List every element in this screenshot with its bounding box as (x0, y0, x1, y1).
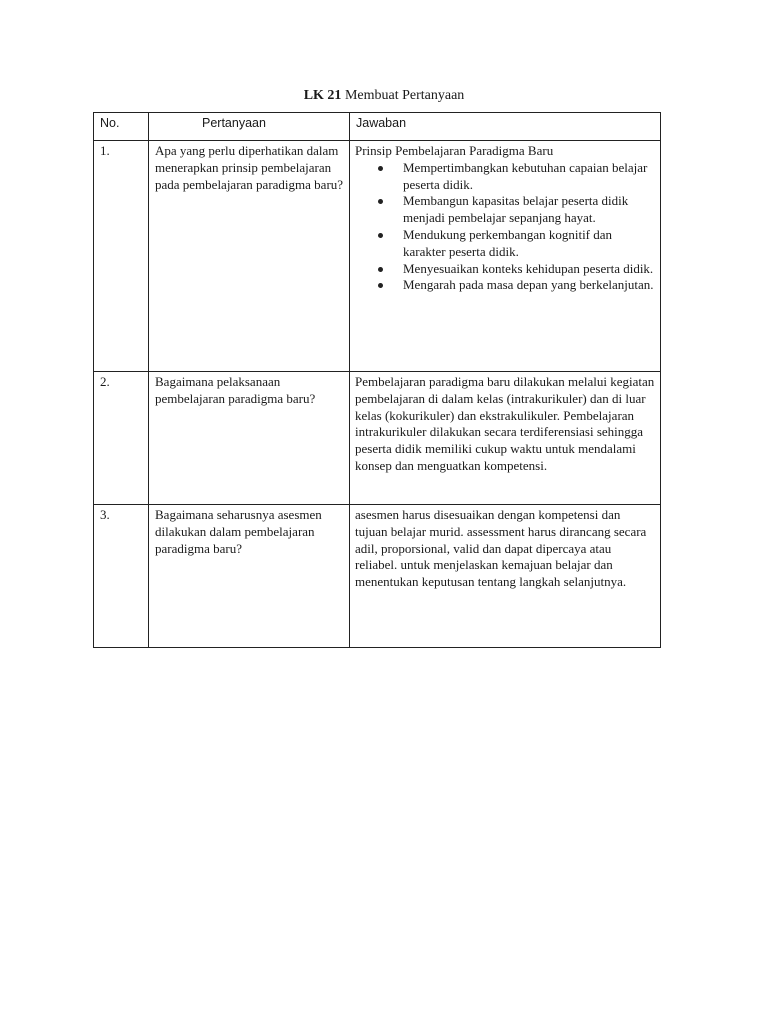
list-item: Mendukung perkembangan kognitif dan karakter peserta didik. (355, 227, 656, 261)
bullet-icon (378, 233, 383, 238)
bullet-icon (378, 166, 383, 171)
table-row (94, 372, 661, 505)
row-answer: asesmen harus disesuaikan dengan kompetensi dan tujuan belajar murid. assessment harus dirancang secara adil, proporsional, valid dan dapat dipercaya atau reliabel. untuk menjelaskan kemajuan belajar dan menentukan keputusan tentang langkah selanjutnya. (350, 505, 661, 648)
header-no: No. (94, 113, 149, 141)
row-number: 3. (94, 505, 149, 648)
header-question: Pertanyaan (149, 113, 350, 141)
header-answer: Jawaban (350, 113, 661, 141)
list-item: Mempertimbangkan kebutuhan capaian belajar peserta didik. (355, 160, 656, 194)
answer-intro: Prinsip Pembelajaran Paradigma Baru (355, 143, 554, 158)
list-item: Membangun kapasitas belajar peserta didik menjadi pembelajar sepanjang hayat. (355, 193, 656, 227)
table-row (94, 505, 661, 648)
bullet-icon (378, 267, 383, 272)
question-table (93, 112, 661, 648)
row-number: 1. (94, 141, 149, 372)
row-number: 2. (94, 372, 149, 505)
table-row (94, 141, 661, 372)
row-question: Bagaimana seharusnya asesmen dilakukan dalam pembelajaran paradigma baru? (149, 505, 350, 648)
principles-list (355, 160, 656, 294)
row-answer: Pembelajaran paradigma baru dilakukan melalui kegiatan pembelajaran di dalam kelas (intrakurikuler) dan di luar kelas (kokurikuler) dan ekstrakulikuler. Pembelajaran intrakurikuler dilakukan secara terdiferensiasi sehingga peserta didik memiliki cukup waktu untuk mendalami konsep dan menguatkan kompetensi. (350, 372, 661, 505)
page-title-text: Membuat Pertanyaan (341, 88, 465, 103)
list-item: Menyesuaikan konteks kehidupan peserta didik. (355, 261, 656, 278)
row-question: Apa yang perlu diperhatikan dalam menerapkan prinsip pembelajaran pada pembelajaran paradigma baru? (149, 141, 350, 372)
bullet-icon (378, 283, 383, 288)
table-header-row (94, 113, 661, 141)
bullet-icon (378, 199, 383, 204)
list-item: Mengarah pada masa depan yang berkelanjutan. (355, 277, 656, 294)
page-title-number: LK 21 (303, 88, 342, 103)
row-answer (350, 141, 661, 372)
page-title (0, 87, 768, 105)
row-question: Bagaimana pelaksanaan pembelajaran paradigma baru? (149, 372, 350, 505)
